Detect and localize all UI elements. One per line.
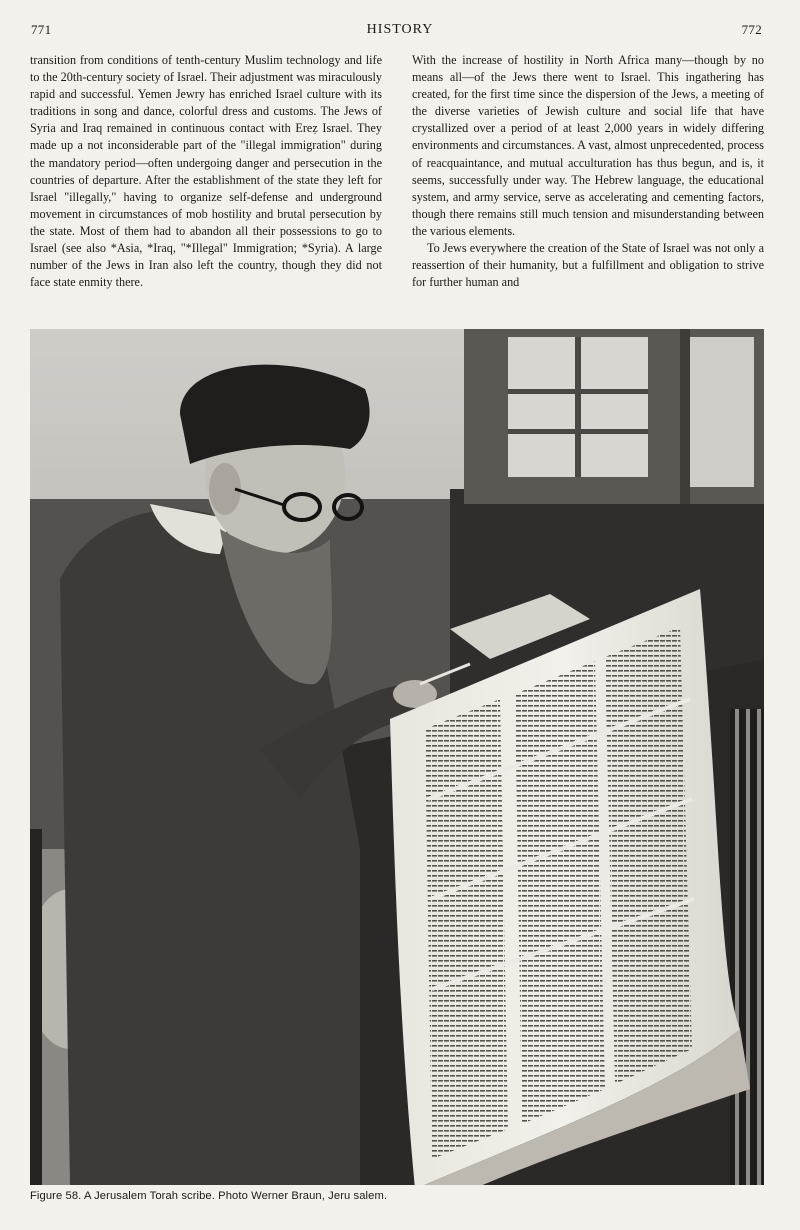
window	[464, 329, 764, 504]
running-head: HISTORY	[366, 22, 434, 37]
figure-photo	[30, 329, 764, 1185]
striped-cloth	[730, 709, 764, 1185]
right-column	[412, 52, 764, 291]
figure-caption: Figure 58. A Jerusalem Torah scribe. Photo Werner Braun, Jeru salem.	[30, 1190, 388, 1202]
left-column	[30, 52, 382, 291]
page-number-right: 772	[741, 22, 762, 37]
right-paragraph-2: To Jews everywhere the creation of the State of Israel was not only a reassertion of their humanity, but a fulfillment and obligation to strive for further human and	[412, 241, 764, 290]
left-paragraph: transition from conditions of tenth-century Muslim technology and life to the 20th-century society of Israel. Their adjustment was miraculously rapid and successful. Yemen Jewry has enriched Israel culture with its traditions in song and dance, colorful dress and customs. The Jews of Syria and Iraq remained in continuous contact with Ereẓ Israel. They made up a not inconsiderable part of the "illegal immigration" during the mandatory period—often undergoing danger and persecution in the countries of departure. After the establishment of the state they left for Israel "illegally," having to organize self-defense and underground movement in circumstances of mob hostility and brutal persecution by the state. Most of them had to abandon all their possessions to go to Israel (see also *Asia, *Iraq, "*Illegal" Immigration; *Syria). A large number of the Jews in Iran also left the country, though they did not face state enmity there.	[30, 53, 382, 290]
right-paragraph-1: With the increase of hostility in North Africa many—though by no means all—of the Jews there went to Israel. This ingathering has created, for the first time since the dispersion of the Jews, a meeting of the diverse varieties of Jewish culture and social life that have crystallized over a period of at least 2,000 years in widely differing environments and circumstances. A vast, almost unprecedented, process of reacquaintance, and mutual acculturation has thus begun, and is, it seems, successfully under way. The Hebrew language, the educational system, and army service, serve as accelerating and cementing factors, though there remains still much tension and misunderstanding between the various elements.	[412, 53, 764, 238]
page-number-left: 771	[31, 22, 52, 37]
